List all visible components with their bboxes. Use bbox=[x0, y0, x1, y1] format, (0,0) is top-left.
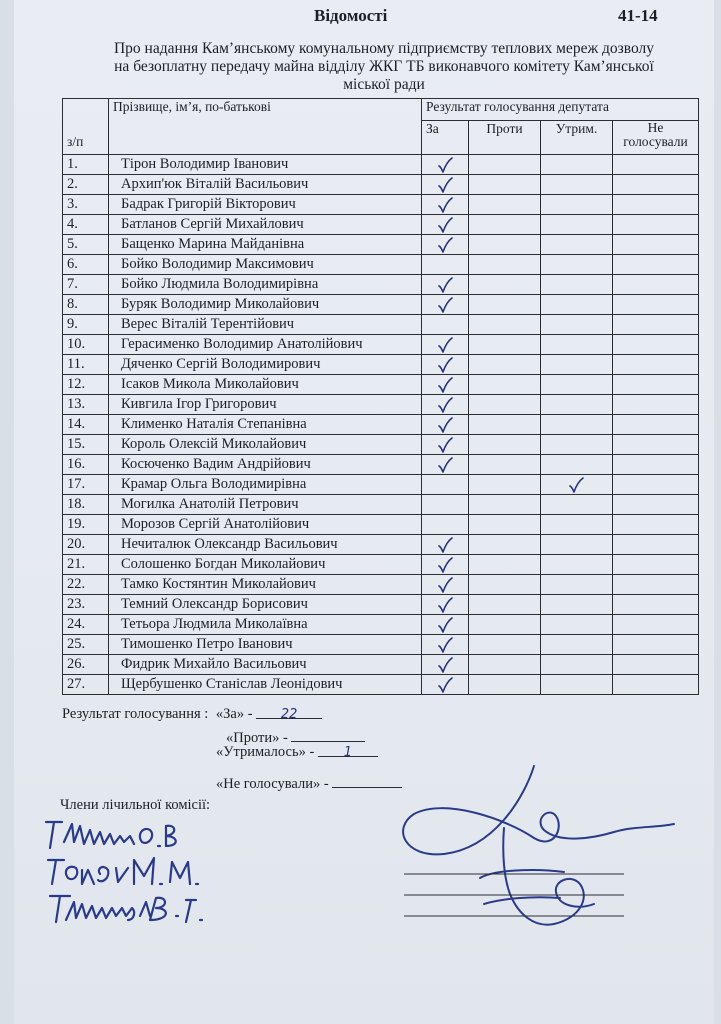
vote-cell-ne bbox=[613, 435, 699, 455]
vote-cell-za bbox=[422, 295, 469, 315]
table-row bbox=[63, 375, 699, 395]
check-icon bbox=[438, 397, 453, 413]
document-sheet bbox=[14, 0, 714, 1024]
deputy-name: Косюченко Вадим Андрійович bbox=[109, 455, 422, 475]
vote-cell-utrym bbox=[541, 375, 613, 395]
vote-cell-utrym bbox=[541, 335, 613, 355]
vote-cell-za bbox=[422, 335, 469, 355]
vote-cell-ne bbox=[613, 355, 699, 375]
row-number: 22. bbox=[63, 575, 109, 595]
deputy-name: Бащенко Марина Майданівна bbox=[109, 235, 422, 255]
vote-cell-za bbox=[422, 435, 469, 455]
table-row bbox=[63, 335, 699, 355]
vote-cell-proty bbox=[469, 455, 541, 475]
vote-cell-za bbox=[422, 315, 469, 335]
table-row bbox=[63, 275, 699, 295]
vote-cell-proty bbox=[469, 195, 541, 215]
check-icon bbox=[438, 197, 453, 213]
vote-cell-ne bbox=[613, 375, 699, 395]
row-number: 20. bbox=[63, 535, 109, 555]
result-proty-field bbox=[291, 729, 365, 742]
table-row bbox=[63, 295, 699, 315]
table-row bbox=[63, 595, 699, 615]
vote-cell-proty bbox=[469, 255, 541, 275]
vote-cell-za bbox=[422, 555, 469, 575]
vote-cell-proty bbox=[469, 215, 541, 235]
vote-cell-proty bbox=[469, 675, 541, 695]
vote-cell-ne bbox=[613, 195, 699, 215]
check-icon bbox=[438, 217, 453, 233]
row-number: 21. bbox=[63, 555, 109, 575]
row-number: 15. bbox=[63, 435, 109, 455]
vote-cell-utrym bbox=[541, 395, 613, 415]
table-row bbox=[63, 235, 699, 255]
vote-cell-proty bbox=[469, 475, 541, 495]
table-row bbox=[63, 675, 699, 695]
row-number: 8. bbox=[63, 295, 109, 315]
subheader-utrym: Утрим. bbox=[541, 121, 613, 155]
vote-cell-utrym bbox=[541, 515, 613, 535]
table-row bbox=[63, 355, 699, 375]
vote-cell-za bbox=[422, 495, 469, 515]
results-label: Результат голосування : bbox=[62, 706, 209, 722]
row-number: 27. bbox=[63, 675, 109, 695]
row-number: 13. bbox=[63, 395, 109, 415]
deputy-name: Крамар Ольга Володимирівна bbox=[109, 475, 422, 495]
chairman-signature-image bbox=[384, 758, 684, 934]
vote-cell-za bbox=[422, 575, 469, 595]
vote-cell-ne bbox=[613, 595, 699, 615]
document-number: 41-14 bbox=[618, 6, 658, 25]
vote-cell-ne bbox=[613, 255, 699, 275]
table-row bbox=[63, 255, 699, 275]
vote-cell-utrym bbox=[541, 295, 613, 315]
vote-cell-utrym bbox=[541, 355, 613, 375]
result-za-label: «За» - bbox=[215, 706, 253, 722]
deputy-name: Бойко Людмила Володимирівна bbox=[109, 275, 422, 295]
results-line-ne bbox=[216, 775, 402, 793]
vote-cell-za bbox=[422, 235, 469, 255]
check-icon bbox=[438, 617, 453, 633]
deputy-name: Дяченко Сергій Володимирович bbox=[109, 355, 422, 375]
check-icon bbox=[438, 237, 453, 253]
vote-cell-utrym bbox=[541, 675, 613, 695]
row-number: 16. bbox=[63, 455, 109, 475]
deputy-name: Буряк Володимир Миколайович bbox=[109, 295, 422, 315]
result-utrym-label: «Утрималось» - bbox=[216, 744, 315, 760]
table-row bbox=[63, 635, 699, 655]
vote-cell-za bbox=[422, 355, 469, 375]
row-number: 10. bbox=[63, 335, 109, 355]
column-header-name: Прізвище, ім’я, по-батькові bbox=[109, 99, 422, 155]
vote-cell-ne bbox=[613, 575, 699, 595]
check-icon bbox=[438, 597, 453, 613]
check-icon bbox=[438, 277, 453, 293]
vote-cell-za bbox=[422, 675, 469, 695]
check-icon bbox=[438, 677, 453, 693]
subheader-proty: Проти bbox=[469, 121, 541, 155]
check-icon bbox=[569, 477, 584, 493]
subject-line: на безоплатну передачу майна відділу ЖКГ ТБ виконавчого комітету Кам’янської bbox=[114, 58, 654, 75]
subject-line: міської ради bbox=[343, 76, 425, 93]
result-proty-label: «Проти» - bbox=[226, 730, 288, 746]
vote-cell-proty bbox=[469, 355, 541, 375]
deputy-name: Кивгила Ігор Григорович bbox=[109, 395, 422, 415]
vote-cell-utrym bbox=[541, 575, 613, 595]
table-row bbox=[63, 615, 699, 635]
row-number: 26. bbox=[63, 655, 109, 675]
column-header-result: Результат голосування депутата bbox=[422, 99, 699, 121]
row-number: 1. bbox=[63, 155, 109, 175]
row-number: 19. bbox=[63, 515, 109, 535]
table-row bbox=[63, 515, 699, 535]
vote-cell-utrym bbox=[541, 175, 613, 195]
vote-cell-za bbox=[422, 375, 469, 395]
vote-cell-za bbox=[422, 395, 469, 415]
result-ne-label: «Не голосували» - bbox=[216, 776, 329, 792]
deputy-name: Тірон Володимир Іванович bbox=[109, 155, 422, 175]
vote-cell-ne bbox=[613, 495, 699, 515]
table-row bbox=[63, 555, 699, 575]
vote-cell-proty bbox=[469, 635, 541, 655]
deputy-name: Бадрак Григорій Вікторович bbox=[109, 195, 422, 215]
table-row bbox=[63, 415, 699, 435]
check-icon bbox=[438, 657, 453, 673]
vote-cell-ne bbox=[613, 235, 699, 255]
vote-cell-ne bbox=[613, 635, 699, 655]
vote-cell-ne bbox=[613, 615, 699, 635]
vote-cell-za bbox=[422, 535, 469, 555]
commission-label: Члени лічильної комісії: bbox=[60, 797, 211, 813]
vote-cell-proty bbox=[469, 375, 541, 395]
row-number: 24. bbox=[63, 615, 109, 635]
deputy-name: Батланов Сергій Михайлович bbox=[109, 215, 422, 235]
deputy-name: Темний Олександр Борисович bbox=[109, 595, 422, 615]
vote-cell-proty bbox=[469, 235, 541, 255]
deputy-name: Нечиталюк Олександр Васильович bbox=[109, 535, 422, 555]
vote-cell-ne bbox=[613, 315, 699, 335]
vote-cell-ne bbox=[613, 455, 699, 475]
vote-cell-za bbox=[422, 595, 469, 615]
vote-cell-proty bbox=[469, 535, 541, 555]
vote-cell-ne bbox=[613, 395, 699, 415]
vote-cell-proty bbox=[469, 175, 541, 195]
check-icon bbox=[438, 637, 453, 653]
vote-cell-proty bbox=[469, 435, 541, 455]
vote-cell-za bbox=[422, 255, 469, 275]
vote-cell-za bbox=[422, 615, 469, 635]
deputy-name: Фидрик Михайло Васильович bbox=[109, 655, 422, 675]
row-number: 23. bbox=[63, 595, 109, 615]
vote-cell-proty bbox=[469, 495, 541, 515]
row-number: 9. bbox=[63, 315, 109, 335]
deputy-name: Тимошенко Петро Іванович bbox=[109, 635, 422, 655]
result-utrym-field bbox=[318, 744, 378, 760]
table-row bbox=[63, 215, 699, 235]
row-number: 4. bbox=[63, 215, 109, 235]
vote-cell-proty bbox=[469, 315, 541, 335]
vote-cell-proty bbox=[469, 295, 541, 315]
table-row bbox=[63, 655, 699, 675]
vote-cell-za bbox=[422, 195, 469, 215]
result-za-value: 22 bbox=[280, 707, 298, 722]
vote-cell-proty bbox=[469, 335, 541, 355]
vote-cell-utrym bbox=[541, 595, 613, 615]
vote-cell-ne bbox=[613, 655, 699, 675]
table-row bbox=[63, 195, 699, 215]
document-subject bbox=[64, 40, 704, 94]
vote-cell-za bbox=[422, 655, 469, 675]
vote-cell-utrym bbox=[541, 215, 613, 235]
subheader-ne-golosuvaly: Не голосували bbox=[613, 121, 699, 155]
vote-cell-za bbox=[422, 155, 469, 175]
vote-cell-utrym bbox=[541, 435, 613, 455]
deputy-name: Могилка Анатолій Петрович bbox=[109, 495, 422, 515]
vote-cell-proty bbox=[469, 415, 541, 435]
check-icon bbox=[438, 337, 453, 353]
vote-cell-ne bbox=[613, 215, 699, 235]
deputy-name: Архип'юк Віталій Васильович bbox=[109, 175, 422, 195]
vote-cell-proty bbox=[469, 655, 541, 675]
vote-cell-ne bbox=[613, 515, 699, 535]
row-number: 18. bbox=[63, 495, 109, 515]
deputy-name: Бойко Володимир Максимович bbox=[109, 255, 422, 275]
deputy-name: Верес Віталій Терентійович bbox=[109, 315, 422, 335]
commission-signatures-image bbox=[40, 812, 270, 930]
vote-cell-ne bbox=[613, 275, 699, 295]
vote-cell-utrym bbox=[541, 455, 613, 475]
vote-cell-proty bbox=[469, 595, 541, 615]
check-icon bbox=[438, 297, 453, 313]
vote-cell-za bbox=[422, 275, 469, 295]
check-icon bbox=[438, 157, 453, 173]
vote-cell-ne bbox=[613, 555, 699, 575]
results-line-za bbox=[62, 706, 322, 723]
row-number: 11. bbox=[63, 355, 109, 375]
row-number: 25. bbox=[63, 635, 109, 655]
row-number: 2. bbox=[63, 175, 109, 195]
row-number: 5. bbox=[63, 235, 109, 255]
vote-cell-za bbox=[422, 515, 469, 535]
vote-cell-ne bbox=[613, 335, 699, 355]
vote-cell-ne bbox=[613, 675, 699, 695]
check-icon bbox=[438, 437, 453, 453]
vote-cell-proty bbox=[469, 275, 541, 295]
vote-cell-za bbox=[422, 215, 469, 235]
vote-cell-ne bbox=[613, 535, 699, 555]
row-number: 12. bbox=[63, 375, 109, 395]
deputy-name: Герасименко Володимир Анатолійович bbox=[109, 335, 422, 355]
table-row bbox=[63, 315, 699, 335]
table-row bbox=[63, 395, 699, 415]
voting-table bbox=[62, 98, 699, 695]
vote-cell-proty bbox=[469, 155, 541, 175]
deputy-name: Король Олексій Миколайович bbox=[109, 435, 422, 455]
vote-cell-za bbox=[422, 635, 469, 655]
table-row bbox=[63, 155, 699, 175]
row-number: 3. bbox=[63, 195, 109, 215]
row-number: 17. bbox=[63, 475, 109, 495]
vote-cell-za bbox=[422, 175, 469, 195]
deputy-name: Тамко Костянтин Миколайович bbox=[109, 575, 422, 595]
table-row bbox=[63, 475, 699, 495]
vote-cell-utrym bbox=[541, 655, 613, 675]
vote-cell-utrym bbox=[541, 415, 613, 435]
vote-cell-ne bbox=[613, 415, 699, 435]
vote-cell-utrym bbox=[541, 555, 613, 575]
row-number: 6. bbox=[63, 255, 109, 275]
table-row bbox=[63, 455, 699, 475]
row-number: 7. bbox=[63, 275, 109, 295]
vote-cell-utrym bbox=[541, 475, 613, 495]
vote-cell-utrym bbox=[541, 235, 613, 255]
table-row bbox=[63, 435, 699, 455]
vote-cell-utrym bbox=[541, 155, 613, 175]
check-icon bbox=[438, 417, 453, 433]
vote-cell-proty bbox=[469, 555, 541, 575]
vote-cell-proty bbox=[469, 575, 541, 595]
vote-cell-ne bbox=[613, 175, 699, 195]
subheader-za: За bbox=[422, 121, 469, 155]
result-utrym-value: 1 bbox=[343, 745, 353, 760]
row-number: 14. bbox=[63, 415, 109, 435]
vote-cell-proty bbox=[469, 515, 541, 535]
check-icon bbox=[438, 177, 453, 193]
vote-cell-utrym bbox=[541, 315, 613, 335]
check-icon bbox=[438, 457, 453, 473]
table-row bbox=[63, 175, 699, 195]
deputy-name: Щербушенко Станіслав Леонідович bbox=[109, 675, 422, 695]
vote-cell-proty bbox=[469, 615, 541, 635]
column-header-number: з/п bbox=[63, 99, 109, 155]
check-icon bbox=[438, 577, 453, 593]
check-icon bbox=[438, 377, 453, 393]
table-row bbox=[63, 535, 699, 555]
result-za-field bbox=[256, 706, 322, 722]
check-icon bbox=[438, 537, 453, 553]
vote-cell-ne bbox=[613, 475, 699, 495]
vote-cell-utrym bbox=[541, 275, 613, 295]
document-title: Відомості bbox=[314, 6, 388, 25]
table-row bbox=[63, 575, 699, 595]
vote-cell-ne bbox=[613, 155, 699, 175]
vote-cell-utrym bbox=[541, 535, 613, 555]
table-row bbox=[63, 495, 699, 515]
vote-cell-utrym bbox=[541, 195, 613, 215]
check-icon bbox=[438, 557, 453, 573]
subject-line: Про надання Кам’янському комунальному підприємству теплових мереж дозволу bbox=[113, 40, 655, 57]
deputy-name: Солошенко Богдан Миколайович bbox=[109, 555, 422, 575]
check-icon bbox=[438, 357, 453, 373]
deputy-name: Тетьора Людмила Миколаївна bbox=[109, 615, 422, 635]
vote-cell-za bbox=[422, 475, 469, 495]
deputy-name: Морозов Сергій Анатолійович bbox=[109, 515, 422, 535]
deputy-name: Клименко Наталія Степанівна bbox=[109, 415, 422, 435]
deputy-name: Ісаков Микола Миколайович bbox=[109, 375, 422, 395]
vote-cell-za bbox=[422, 455, 469, 475]
vote-cell-utrym bbox=[541, 495, 613, 515]
vote-cell-proty bbox=[469, 395, 541, 415]
vote-cell-utrym bbox=[541, 615, 613, 635]
results-line-utrym bbox=[216, 744, 378, 761]
vote-cell-utrym bbox=[541, 635, 613, 655]
vote-cell-ne bbox=[613, 295, 699, 315]
vote-cell-utrym bbox=[541, 255, 613, 275]
vote-cell-za bbox=[422, 415, 469, 435]
